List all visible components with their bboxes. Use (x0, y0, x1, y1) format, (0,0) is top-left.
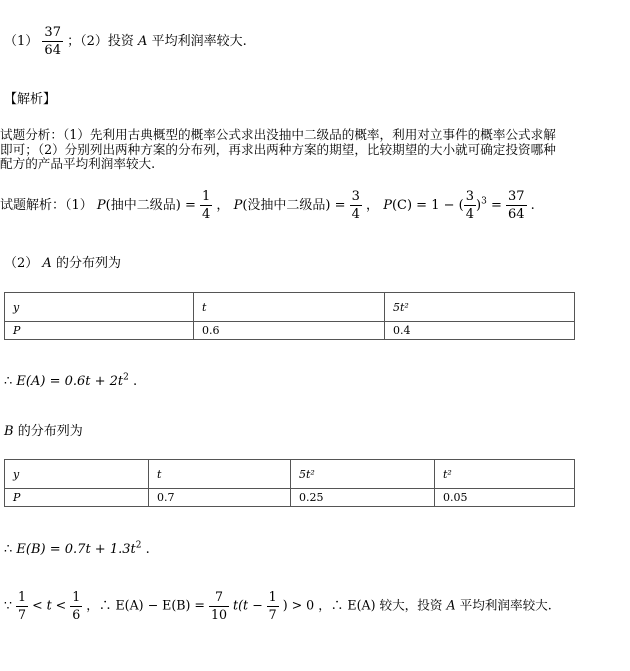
eb-line (4, 542, 150, 557)
analysis-line-2: 即可；（2）分别列出两种方案的分布列，再求出两种方案的期望，比较期望的大小就可确定投资哪种 (0, 142, 556, 157)
answer-variable: A (138, 34, 148, 49)
fraction-denominator: 7 (268, 606, 277, 622)
dist-b-variable: B (4, 424, 14, 439)
fraction-denominator: 7 (18, 606, 27, 622)
comma: ， (216, 198, 230, 213)
eb-period: . (145, 542, 150, 557)
p1-fraction (200, 190, 212, 221)
table-cell: 0.4 (385, 322, 575, 340)
ea-expression: E(A) = 0.6t + 2t (16, 374, 124, 389)
ea-exponent: 2 (123, 372, 129, 383)
analysis-header: 【解析】 (4, 92, 57, 107)
table-row (5, 322, 575, 340)
distribution-table-a (4, 292, 575, 340)
fraction-numerator: 7 (209, 591, 229, 607)
because-symbol: ∵ (4, 597, 13, 613)
table-cell: 5t² (291, 460, 435, 489)
dist-a-heading (4, 252, 121, 271)
fraction-denominator: 64 (507, 207, 525, 222)
difference-expression: ，∴ E(A) − E(B) = (86, 597, 205, 613)
dist-b-heading (4, 420, 83, 439)
table-cell: t (149, 460, 291, 489)
dist-a-text: 的分布列为 (55, 256, 121, 271)
fraction-numerator: 1 (267, 591, 279, 607)
table-cell: t (194, 293, 385, 322)
solution-line (0, 190, 535, 221)
fraction-denominator: 4 (465, 207, 474, 222)
table-row (5, 460, 575, 489)
fraction-denominator: 10 (211, 606, 228, 622)
conclusion-line (4, 591, 552, 621)
fraction-denominator: 4 (351, 207, 360, 222)
answer-fraction (42, 26, 63, 57)
fraction-numerator: 3 (465, 189, 474, 204)
dist-a-variable: A (42, 256, 52, 271)
table-cell: P (5, 322, 194, 340)
answer-separator: ；（2）投资 (67, 34, 134, 49)
p2-function: P (233, 198, 243, 213)
upper-bound-fraction (70, 591, 82, 621)
fraction-numerator: 1 (70, 591, 82, 607)
table-cell: P (5, 489, 149, 507)
ea-period: . (133, 374, 138, 389)
p1-argument: (抽中二级品) = (105, 198, 196, 213)
answer-line (4, 26, 247, 57)
answer-tail: 平均利润率较大. (151, 34, 247, 49)
dist-b-text: 的分布列为 (17, 424, 83, 439)
fraction-denominator: 6 (72, 606, 81, 622)
conclusion-variable: A (446, 597, 456, 613)
coefficient-fraction (209, 591, 229, 621)
eb-expression: E(B) = 0.7t + 1.3t (16, 542, 136, 557)
answer-part1-label: （1） (4, 34, 39, 49)
analysis-line-3: 配方的产品平均利润率较大. (0, 156, 156, 171)
fraction-numerator: 37 (507, 189, 525, 204)
inner-fraction (267, 591, 279, 621)
conclusion-text: ，∴ E(A) 较大，投资 (318, 597, 443, 613)
factor-expression: t(t − (233, 597, 263, 613)
fraction-numerator: 3 (351, 189, 360, 204)
fraction-denominator: 64 (44, 43, 61, 58)
fraction-denominator: 4 (201, 207, 211, 222)
therefore-symbol: ∴ (4, 374, 13, 389)
p3-exponent: 3 (481, 196, 487, 207)
greater-than-zero: ) > 0 (282, 597, 315, 613)
fraction-numerator: 1 (201, 189, 211, 204)
table-cell: 0.25 (291, 489, 435, 507)
conclusion-tail: 平均利润率较大. (459, 597, 552, 613)
solution-label: 试题解析：（1） (0, 198, 93, 213)
p2-argument: (没抽中二级品) = (242, 198, 346, 213)
table-cell: 5t² (385, 293, 575, 322)
p1-function: P (96, 198, 106, 213)
therefore-symbol: ∴ (4, 542, 13, 557)
p2-fraction (350, 190, 362, 221)
ea-line (4, 374, 137, 389)
analysis-line-1: 试题分析：（1）先利用古典概型的概率公式求出没抽中二级品的概率，利用对立事件的概率公式求解 (0, 127, 556, 142)
dist-a-label: （2） (4, 256, 39, 271)
p3-result-fraction (506, 190, 527, 221)
p3-equals: = (490, 198, 502, 213)
table-cell: 0.6 (194, 322, 385, 340)
p3-close-paren: ) (475, 198, 482, 213)
table-cell: 0.05 (435, 489, 575, 507)
inequality: < t < (32, 597, 67, 613)
lower-bound-fraction (16, 591, 28, 621)
table-cell: y (5, 460, 149, 489)
eb-exponent: 2 (135, 540, 142, 551)
p3-function: P (383, 198, 392, 213)
table-cell: y (5, 293, 194, 322)
table-row (5, 489, 575, 507)
fraction-numerator: 1 (16, 591, 28, 607)
comma: ， (366, 198, 380, 213)
fraction-numerator: 37 (44, 25, 61, 40)
table-row (5, 293, 575, 322)
p3-period: . (530, 198, 535, 213)
p3-argument: (C) = 1 − ( (391, 198, 464, 213)
distribution-table-b (4, 459, 575, 507)
table-cell: 0.7 (149, 489, 291, 507)
table-cell: t² (435, 460, 575, 489)
p3-fraction (464, 190, 476, 221)
